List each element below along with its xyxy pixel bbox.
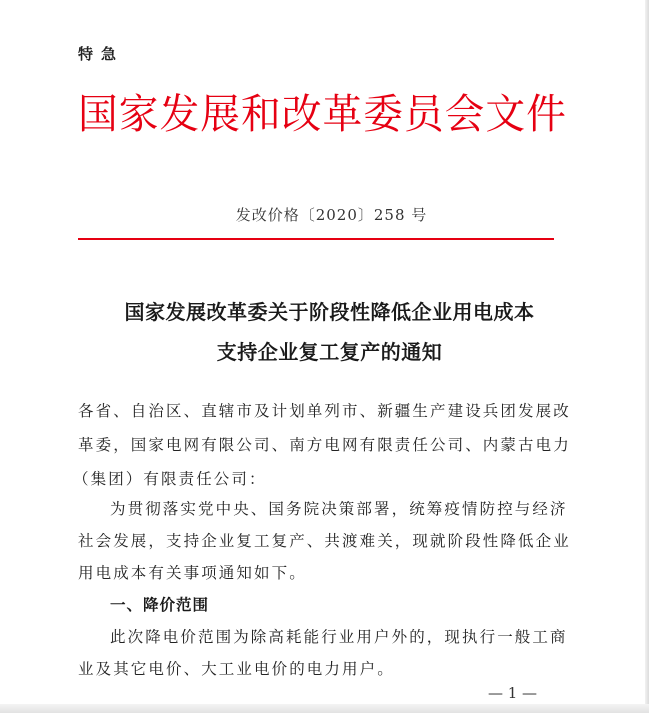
section-1-line-2: 业及其它电价、大工业电价的电力用户。 — [78, 660, 395, 678]
notice-title-line-1: 国家发展改革委关于阶段性降低企业用电成本 — [124, 300, 535, 324]
page-number: — 1 — — [487, 684, 538, 702]
intro-line-3: 用电成本有关事项通知如下。 — [78, 564, 307, 582]
urgency-label: 特急 — [78, 45, 125, 63]
section-1-heading: 一、降价范围 — [110, 596, 210, 614]
addressee-line-1: 各省、自治区、直辖市及计划单列市、新疆生产建设兵团发展改 — [78, 402, 571, 420]
page-bottom-edge — [0, 704, 649, 713]
intro-line-1: 为贯彻落实党中央、国务院决策部署，统筹疫情防控与经济 — [110, 500, 568, 518]
page-edge-shadow — [645, 0, 649, 713]
masthead-title: 国家发展和改革委员会文件 — [78, 90, 567, 138]
document-number: 发改价格〔2020〕258 号 — [235, 206, 428, 224]
section-1-line-1: 此次降电价范围为除高耗能行业用户外的，现执行一般工商 — [110, 628, 568, 646]
intro-line-2: 社会发展，支持企业复工复产、共渡难关，现就阶段性降低企业 — [78, 532, 571, 550]
notice-title-line-2: 支持企业复工复产的通知 — [216, 340, 443, 364]
addressee-line-2: 革委，国家电网有限公司、南方电网有限责任公司、内蒙古电力 — [78, 436, 571, 454]
addressee-line-3: （集团）有限责任公司： — [73, 470, 267, 488]
red-divider-line — [78, 238, 554, 240]
